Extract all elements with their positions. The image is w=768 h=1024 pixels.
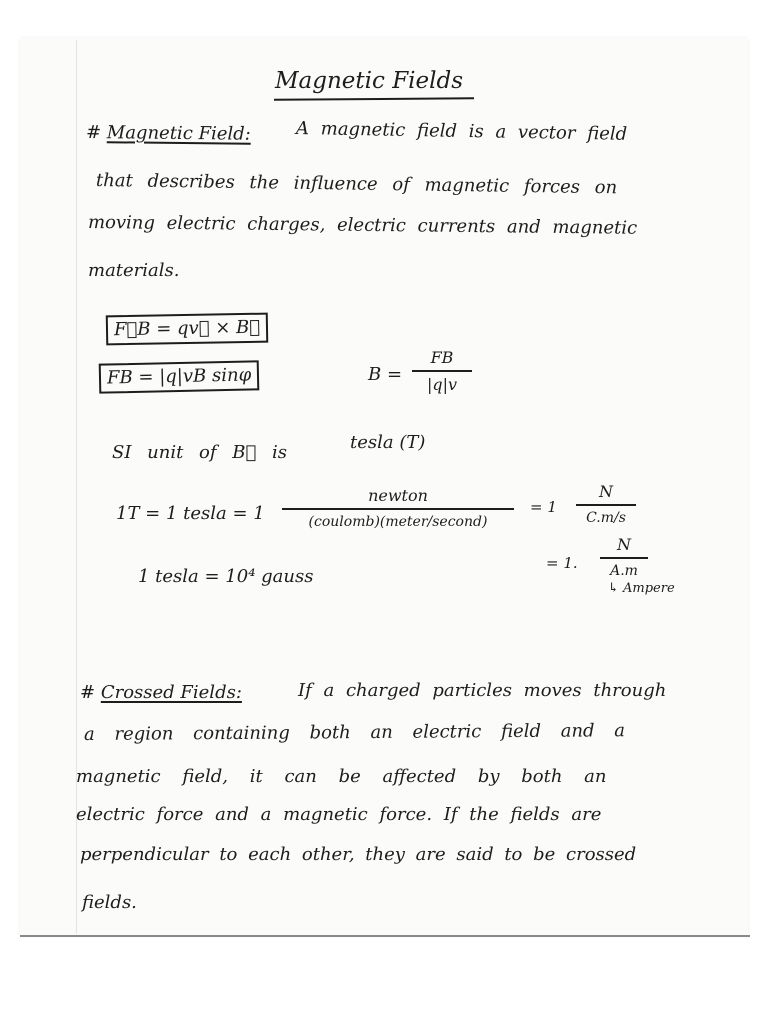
gauss-conversion: 1 tesla = 10⁴ gauss [138,566,314,587]
section2-line-6: fields. [82,892,137,913]
section2-line-3: magnetic field, it can be affected by both an [76,766,607,787]
section2-term: Crossed Fields: [100,682,242,703]
section1-term: Magnetic Field: [106,122,251,145]
section1-line-4: materials. [88,260,180,281]
ampere-note: ↳ Ampere [608,581,675,596]
section2-line-5: perpendicular to each other, they are said to be crossed [80,844,637,865]
margin-line [76,40,77,934]
section2-line-4: electric force and a magnetic force. If the fields are [76,804,602,825]
si-unit-value: tesla (T) [350,432,426,453]
si-unit-text: SI unit of B⃗ is [112,442,288,463]
tesla-eq1-prefix: = 1 [530,498,557,516]
tesla-eq1-fraction [576,484,636,525]
section1-heading [86,124,251,144]
section2-heading [80,684,242,702]
b-fraction [412,350,472,393]
tesla-eq1-denominator: C.m/s [586,509,626,526]
page-edge [20,935,750,937]
b-equation-lhs: B = [368,364,403,385]
section1-hash: # [85,122,102,144]
section2-hash: # [80,682,96,703]
section1-line-1: A magnetic field is a vector field [295,118,628,145]
section2-line-2: a region containing both an electric field and a [83,720,626,745]
tesla-denominator: (coulomb)(meter/second) [308,513,488,530]
b-denominator: |q|v [426,374,458,394]
section2-line-1: If a charged particles moves through [298,680,667,701]
lorentz-force-vector-formula: F⃗B = qv⃗ × B⃗ [106,313,269,346]
tesla-eq2-denominator: A.m [610,562,638,579]
tesla-numerator: newton [368,486,428,505]
tesla-eq2-fraction [600,537,648,578]
section1-line-3: moving electric charges, electric currents and magnetic [87,212,638,239]
b-numerator: FB [430,348,454,367]
tesla-eq2-prefix: = 1. [546,554,578,572]
tesla-definition-lhs: 1T = 1 tesla = 1 [116,503,265,524]
section1-line-2: that describes the influence of magnetic forces on [95,170,618,199]
tesla-eq1-numerator: N [599,482,613,501]
tesla-fraction [282,488,514,529]
tesla-eq2-numerator: N [617,535,631,554]
lorentz-force-magnitude-formula: FB = |q|vB sinφ [99,360,260,393]
page-title: Magnetic Fields [275,68,464,94]
